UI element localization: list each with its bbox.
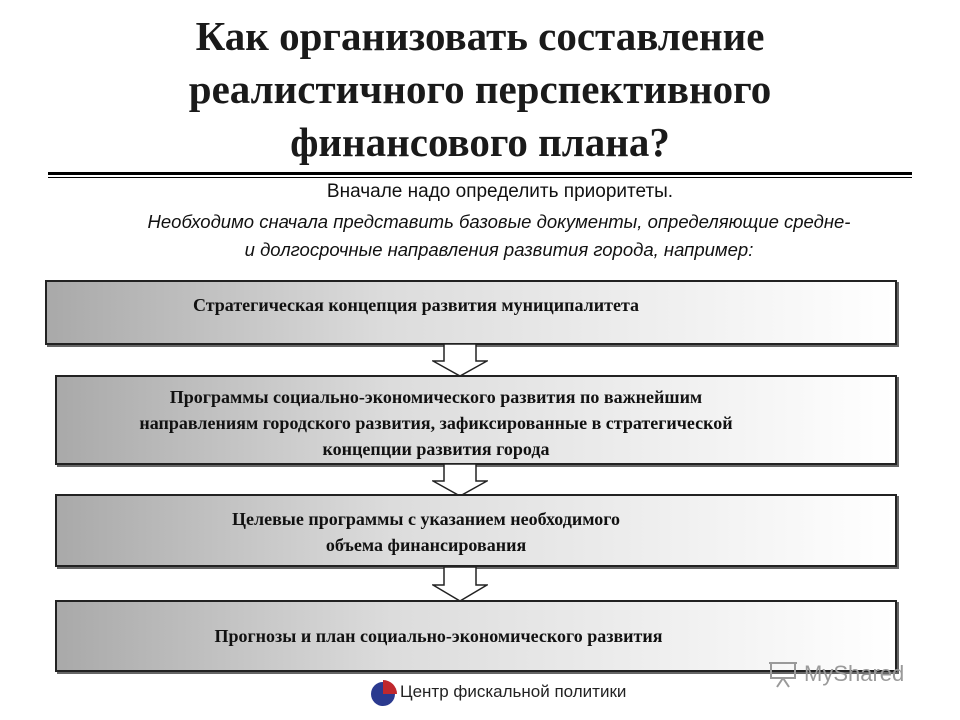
fiscal-policy-center-logo-icon [368,678,398,708]
flow-box-strategic-concept [45,280,897,345]
watermark [768,660,904,688]
flow-box-text: Прогнозы и план социально-экономического развития [214,626,663,646]
presentation-board-icon [768,660,798,688]
title-line-1: Как организовать составление [195,13,765,59]
flow-box-text: направлениям городского развития, зафиксированные в стратегической [139,413,733,433]
down-arrow-icon [432,566,488,602]
intro-documents-line-2: и долгосрочные направления развития города, например: [244,239,754,260]
flow-box-target-programs [55,494,897,567]
flow-box-socioeconomic-programs [55,375,897,465]
title-line-3: финансового плана? [290,119,670,165]
title-divider-thin [48,177,912,178]
down-arrow-icon [432,463,488,497]
flow-box-text: Стратегическая концепция развития муниципалитета [192,295,640,315]
down-arrow-icon [432,343,488,377]
title-divider-thick [48,172,912,175]
intro-documents [44,208,954,264]
flow-box-text: Программы социально-экономического развития по важнейшим [169,387,703,407]
footer-organization: Центр фискальной политики [400,682,627,701]
watermark-text: MyShared [804,661,905,686]
flow-box-text: Целевые программы с указанием необходимого [232,509,620,529]
flow-box-text: концепции развития города [322,439,550,459]
flow-box-text: объема финансирования [325,535,527,555]
title-line-2: реалистичного перспективного [188,66,772,112]
intro-priorities: Вначале надо определить приоритеты. [326,181,674,202]
intro-documents-line-1: Необходимо сначала представить базовые документы, определяющие средне- [147,211,851,232]
page-title [0,10,960,169]
